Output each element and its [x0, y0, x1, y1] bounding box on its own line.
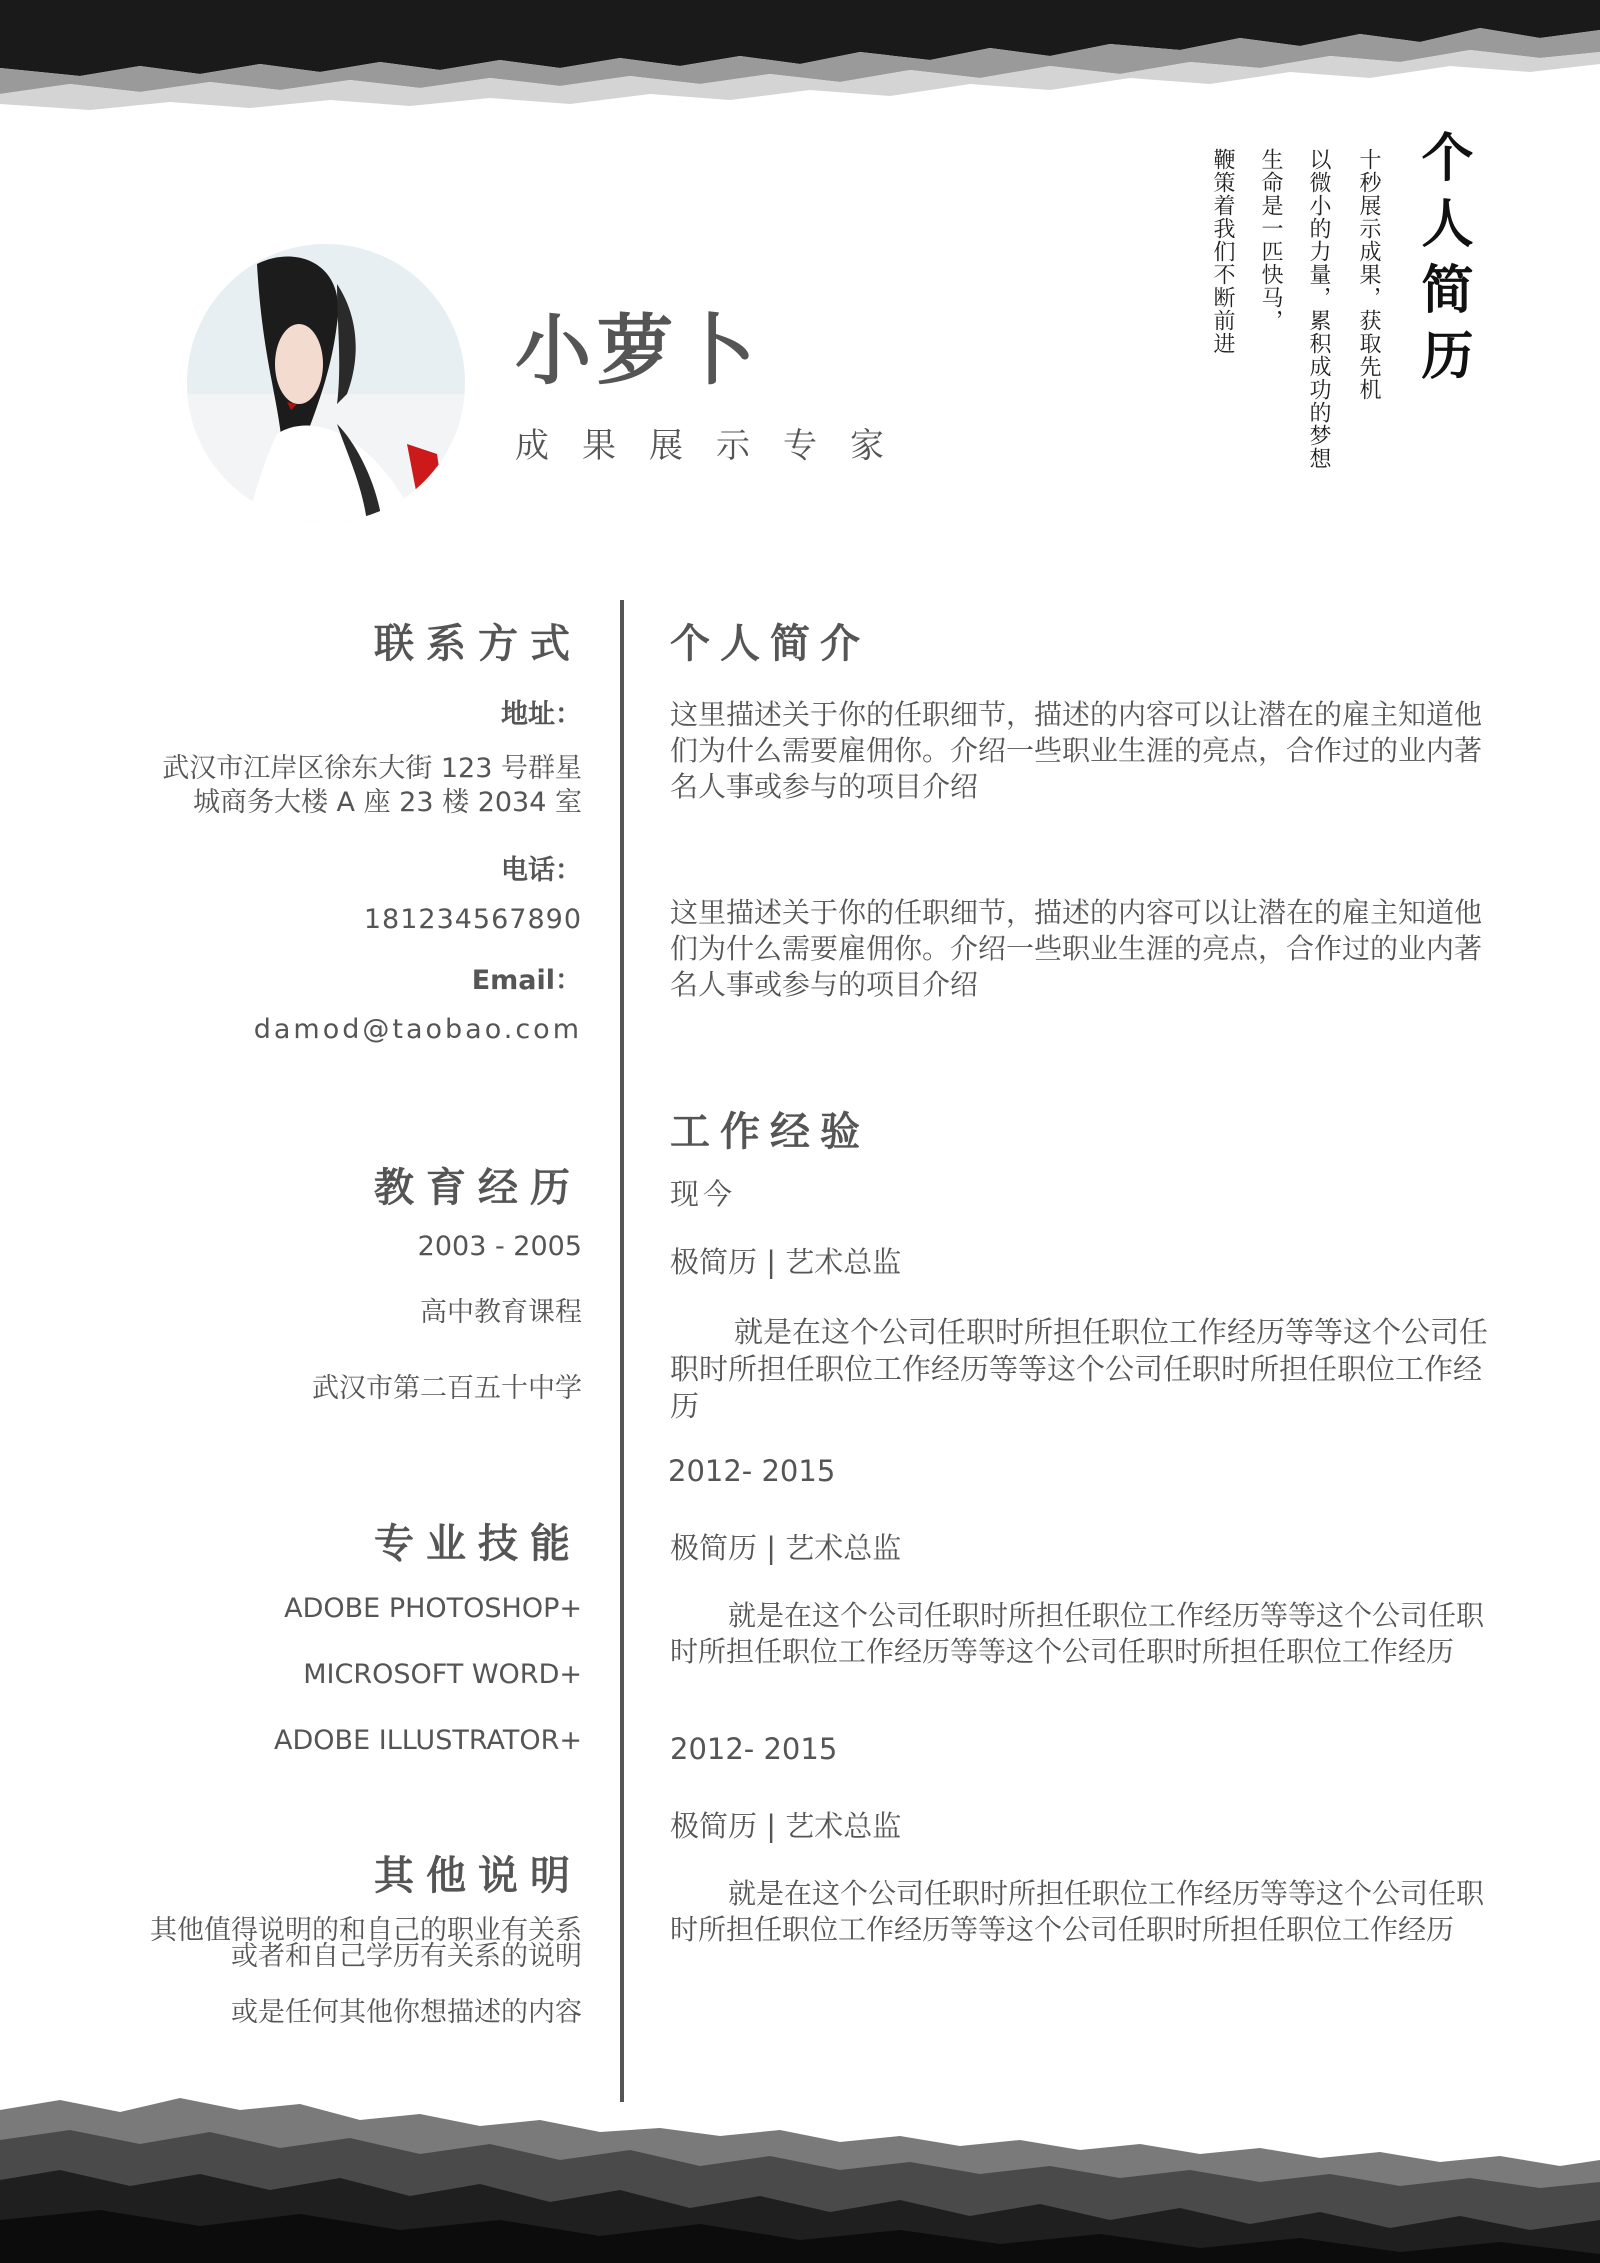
address-label: 地址：	[501, 699, 582, 730]
experience-heading: 工作经验	[670, 1109, 870, 1155]
education-period: 2003 - 2005	[417, 1231, 582, 1262]
ink-brush-bottom-decoration	[0, 2070, 1600, 2263]
other-heading: 其他说明	[374, 1853, 582, 1899]
address-line-2: 城商务大楼 A 座 23 楼 2034 室	[192, 787, 582, 818]
other-line-1: 其他值得说明的和自己的职业有关系	[150, 1915, 582, 1946]
vertical-motto-3: 生命是一匹快马，	[1258, 148, 1283, 332]
email-label: Email：	[471, 965, 582, 996]
experience-period: 2012- 2015	[668, 1454, 836, 1488]
experience-desc: 就是在这个公司任职时所担任职位工作经历等等这个公司任职时所担任职位工作经历等等这个公司任职时所担任职位工作经历	[670, 1315, 1489, 1423]
education-school: 武汉市第二百五十中学	[312, 1373, 582, 1404]
contact-heading: 联系方式	[374, 621, 582, 667]
experience-role: 极简历 | 艺术总监	[670, 1245, 902, 1279]
skills-heading: 专业技能	[374, 1521, 582, 1567]
column-divider	[620, 600, 624, 2102]
other-line-3: 或是任何其他你想描述的内容	[231, 1997, 582, 2028]
portrait-illustration	[187, 244, 465, 522]
profile-paragraph: 这里描述关于你的任职细节，描述的内容可以让潜在的雇主知道他们为什么需要雇佣你。介绍一些职业生涯的亮点，合作过的业内著名人事或参与的项目介绍	[670, 698, 1483, 803]
experience-role: 极简历 | 艺术总监	[670, 1809, 902, 1843]
ink-brush-top-decoration	[0, 0, 1600, 110]
avatar-photo	[187, 244, 465, 522]
education-course: 高中教育课程	[420, 1297, 582, 1328]
vertical-motto-2: 以微小的力量，累积成功的梦想	[1306, 148, 1331, 470]
experience-period: 2012- 2015	[670, 1732, 838, 1766]
profile-paragraph: 这里描述关于你的任职细节，描述的内容可以让潜在的雇主知道他们为什么需要雇佣你。介绍一些职业生涯的亮点，合作过的业内著名人事或参与的项目介绍	[670, 896, 1483, 1001]
vertical-motto-1: 十秒展示成果，获取先机	[1356, 148, 1381, 401]
experience-desc: 就是在这个公司任职时所担任职位工作经历等等这个公司任职时所担任职位工作经历等等这个公司任职时所担任职位工作经历	[670, 1599, 1485, 1668]
skill-item: ADOBE PHOTOSHOP+	[284, 1593, 582, 1624]
candidate-name: 小萝卜	[515, 306, 761, 395]
skill-item: ADOBE ILLUSTRATOR+	[274, 1725, 582, 1756]
email-value: damod@taobao.com	[253, 1014, 582, 1045]
phone-label: 电话：	[501, 855, 582, 886]
profile-heading: 个人简介	[670, 621, 870, 667]
candidate-subtitle: 成果展示专家	[515, 426, 917, 466]
experience-desc: 就是在这个公司任职时所担任职位工作经历等等这个公司任职时所担任职位工作经历等等这个公司任职时所担任职位工作经历	[670, 1877, 1485, 1946]
experience-period: 现今	[670, 1177, 737, 1211]
vertical-motto-4: 鞭策着我们不断前进	[1210, 148, 1235, 355]
resume-vertical-title: 个人简历	[1412, 130, 1472, 394]
phone-value: 181234567890	[363, 904, 582, 935]
skill-item: MICROSOFT WORD+	[303, 1659, 582, 1690]
experience-role: 极简历 | 艺术总监	[670, 1531, 902, 1565]
address-line-1: 武汉市江岸区徐东大街 123 号群星	[162, 753, 582, 784]
other-line-2: 或者和自己学历有关系的说明	[231, 1941, 582, 1972]
education-heading: 教育经历	[374, 1165, 582, 1211]
